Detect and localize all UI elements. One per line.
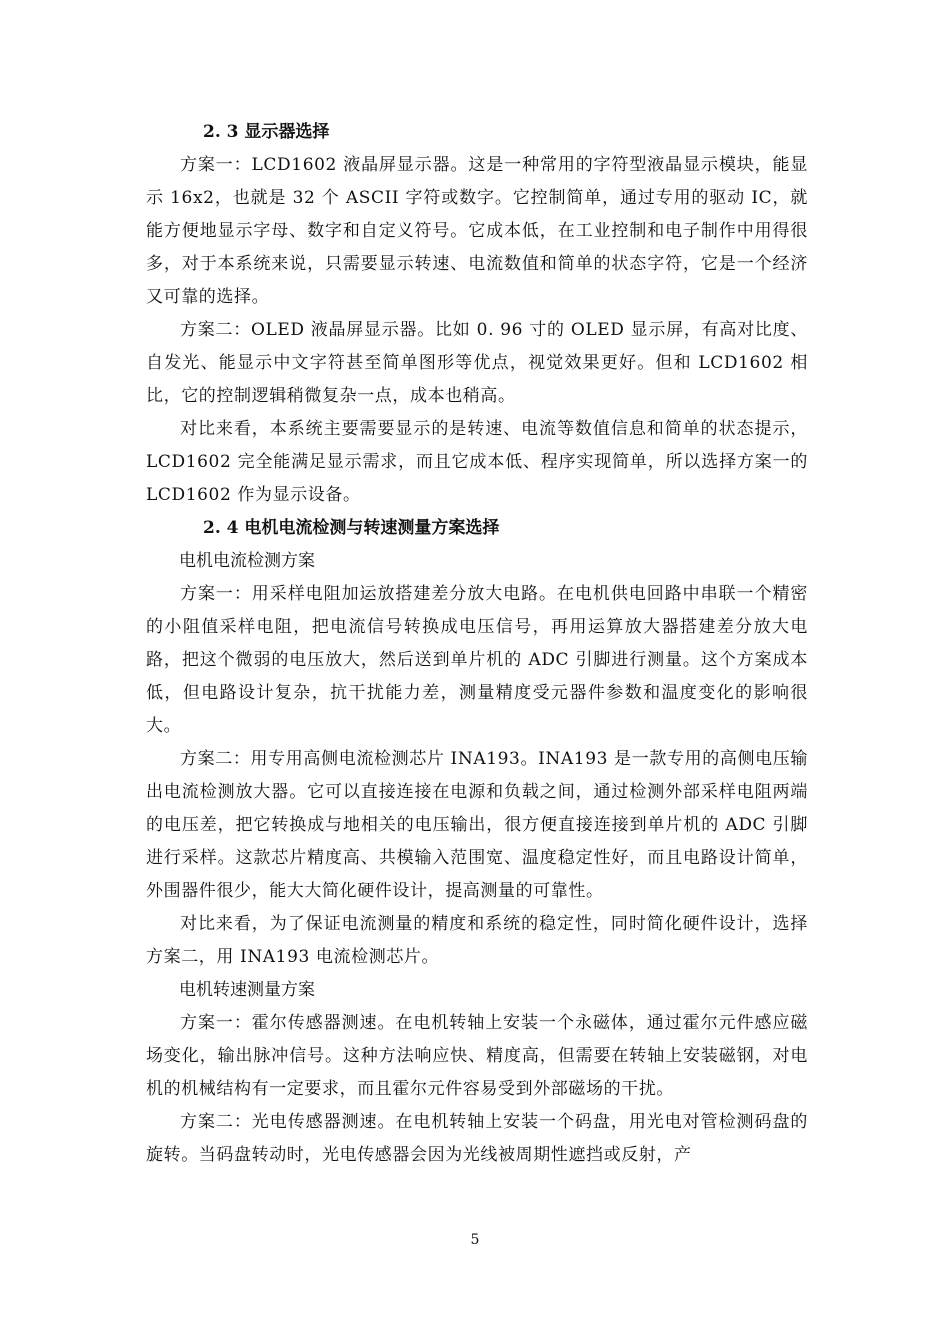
page-body <box>146 116 808 1172</box>
section-heading: 2. 4 电机电流检测与转速测量方案选择 <box>203 518 500 538</box>
subsection-title: 电机转速测量方案 <box>179 980 315 1000</box>
section-display-selection <box>146 116 808 512</box>
paragraph: 方案一：霍尔传感器测速。在电机转轴上安装一个永磁体，通过霍尔元件感应磁场变化，输出脉冲信号。这种方法响应快、精度高，但需要在转轴上安装磁钢，对电机的机械结构有一定要求，而且霍尔元件容易受到外部磁场的干扰。 <box>146 1013 808 1099</box>
paragraph: 方案一：LCD1602 液晶屏显示器。这是一种常用的字符型液晶显示模块，能显示 16x2，也就是 32 个 ASCII 字符或数字。它控制简单，通过专用的驱动 IC，就能方便地显示字母、数字和自定义符号。它成本低，在工业控制和电子制作中用得很多，对于本系统来说，只需要显示转速、电流数值和简单的状态字符，它是一个经济又可靠的选择。 <box>146 155 808 307</box>
paragraph: 方案二：光电传感器测速。在电机转轴上安装一个码盘，用光电对管检测码盘的旋转。当码盘转动时，光电传感器会因为光线被周期性遮挡或反射，产 <box>146 1112 808 1165</box>
paragraph: 对比来看，为了保证电流测量的精度和系统的稳定性，同时简化硬件设计，选择方案二，用 INA193 电流检测芯片。 <box>146 914 808 967</box>
paragraph: 方案二：OLED 液晶屏显示器。比如 0. 96 寸的 OLED 显示屏，有高对比度、自发光、能显示中文字符甚至简单图形等优点，视觉效果更好。但和 LCD1602 相比，它的控制逻辑稍微复杂一点，成本也稍高。 <box>146 320 808 406</box>
section-current-speed-measurement <box>146 512 808 1172</box>
paragraph: 方案一：用采样电阻加运放搭建差分放大电路。在电机供电回路中串联一个精密的小阻值采样电阻，把电流信号转换成电压信号，再用运算放大器搭建差分放大电路，把这个微弱的电压放大，然后送到单片机的 ADC 引脚进行测量。这个方案成本低，但电路设计复杂，抗干扰能力差，测量精度受元器件参数和温度变化的影响很大。 <box>146 584 808 736</box>
page-number: 5 <box>470 1232 480 1248</box>
subsection-title: 电机电流检测方案 <box>179 551 315 571</box>
paragraph: 方案二：用专用高侧电流检测芯片 INA193。INA193 是一款专用的高侧电压输出电流检测放大器。它可以直接连接在电源和负载之间，通过检测外部采样电阻两端的电压差，把它转换成与地相关的电压输出，很方便直接连接到单片机的 ADC 引脚进行采样。这款芯片精度高、共模输入范围宽、温度稳定性好，而且电路设计简单，外围器件很少，能大大简化硬件设计，提高测量的可靠性。 <box>146 749 808 901</box>
section-heading: 2. 3 显示器选择 <box>203 122 330 142</box>
paragraph: 对比来看，本系统主要需要显示的是转速、电流等数值信息和简单的状态提示，LCD1602 完全能满足显示需求，而且它成本低、程序实现简单，所以选择方案一的 LCD1602 作为显示设备。 <box>146 419 808 505</box>
